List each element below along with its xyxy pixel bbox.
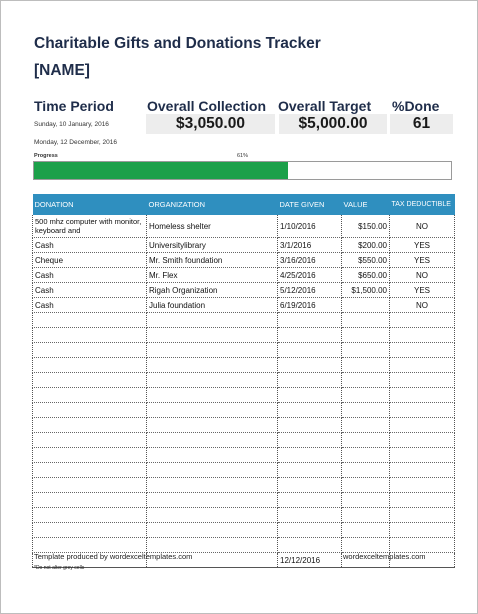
table-cell[interactable]: Cheque (33, 253, 147, 268)
table-cell[interactable] (147, 478, 278, 493)
table-row (33, 268, 455, 283)
table-cell[interactable] (390, 463, 455, 478)
overall-target-value[interactable]: $5,000.00 (279, 114, 387, 134)
table-row (33, 238, 455, 253)
table-cell[interactable] (147, 523, 278, 538)
table-cell[interactable] (342, 418, 390, 433)
progress-percent: 61% (237, 153, 249, 159)
table-cell[interactable] (33, 418, 147, 433)
table-cell[interactable] (342, 373, 390, 388)
table-cell[interactable] (390, 388, 455, 403)
table-cell[interactable] (278, 433, 342, 448)
table-row (33, 358, 455, 373)
table-cell[interactable] (342, 538, 390, 553)
table-cell[interactable] (342, 523, 390, 538)
table-cell[interactable] (278, 388, 342, 403)
table-cell[interactable] (390, 343, 455, 358)
progress-fill (34, 162, 288, 179)
table-cell[interactable] (390, 523, 455, 538)
table-cell[interactable] (33, 478, 147, 493)
end-date[interactable]: Monday, 12 December, 2016 (34, 139, 117, 146)
table-cell[interactable]: YES (390, 238, 455, 253)
table-cell[interactable]: Mr. Flex (147, 268, 278, 283)
table-cell[interactable] (390, 373, 455, 388)
table-cell[interactable] (33, 328, 147, 343)
table-cell[interactable] (342, 298, 390, 313)
table-cell[interactable]: 4/25/2016 (278, 268, 342, 283)
table-cell[interactable] (147, 313, 278, 328)
table-cell[interactable] (342, 343, 390, 358)
table-cell[interactable]: NO (390, 298, 455, 313)
table-cell[interactable]: $650.00 (342, 268, 390, 283)
table-cell[interactable]: Cash (33, 298, 147, 313)
table-row (33, 448, 455, 463)
progress-label: Progress (34, 153, 58, 159)
table-row (33, 388, 455, 403)
table-cell[interactable]: Rigah Organization (147, 283, 278, 298)
table-row (33, 328, 455, 343)
table-cell[interactable]: $200.00 (342, 238, 390, 253)
table-cell[interactable]: $1,500.00 (342, 283, 390, 298)
table-cell[interactable] (278, 448, 342, 463)
table-cell[interactable] (342, 478, 390, 493)
table-cell[interactable]: 12/12/2016 (278, 553, 342, 568)
table-cell[interactable]: NO (390, 215, 455, 238)
table-cell[interactable] (33, 448, 147, 463)
progress-bar (33, 161, 452, 180)
table-cell[interactable]: Universitylibrary (147, 238, 278, 253)
table-row (33, 478, 455, 493)
table-cell[interactable] (342, 313, 390, 328)
table-cell[interactable]: 3/1/2016 (278, 238, 342, 253)
table-cell[interactable] (342, 508, 390, 523)
table-cell[interactable] (33, 313, 147, 328)
table-cell[interactable] (278, 373, 342, 388)
table-cell[interactable] (33, 388, 147, 403)
table-cell[interactable] (390, 358, 455, 373)
table-row (33, 463, 455, 478)
table-cell[interactable] (278, 328, 342, 343)
table-row (33, 433, 455, 448)
table-cell[interactable]: NO (390, 268, 455, 283)
table-row (33, 313, 455, 328)
table-cell[interactable] (390, 538, 455, 553)
table-cell[interactable] (147, 448, 278, 463)
table-cell[interactable] (390, 433, 455, 448)
table-cell[interactable]: Cash (33, 238, 147, 253)
table-cell[interactable]: $550.00 (342, 253, 390, 268)
table-cell[interactable] (33, 433, 147, 448)
table-cell[interactable]: $150.00 (342, 215, 390, 238)
table-cell[interactable] (147, 508, 278, 523)
table-cell[interactable] (147, 373, 278, 388)
table-row (33, 253, 455, 268)
table-cell[interactable] (147, 493, 278, 508)
table-cell[interactable] (33, 493, 147, 508)
table-cell[interactable]: Mr. Smith foundation (147, 253, 278, 268)
table-row (33, 373, 455, 388)
table-cell[interactable] (278, 343, 342, 358)
table-cell[interactable] (278, 418, 342, 433)
table-cell[interactable] (278, 403, 342, 418)
table-cell[interactable] (390, 328, 455, 343)
table-cell[interactable] (342, 463, 390, 478)
footer-credit: Template produced by wordexceltemplates.com (34, 552, 193, 561)
table-row (33, 418, 455, 433)
overall-collection-label: Overall Collection (147, 98, 267, 114)
table-cell[interactable] (278, 538, 342, 553)
table-cell[interactable] (33, 538, 147, 553)
table-cell[interactable] (147, 328, 278, 343)
table-cell[interactable] (342, 433, 390, 448)
table-cell[interactable] (278, 523, 342, 538)
table-row (33, 283, 455, 298)
table-cell[interactable]: YES (390, 283, 455, 298)
table-cell[interactable]: 5/12/2016 (278, 283, 342, 298)
table-cell[interactable] (33, 343, 147, 358)
table-cell[interactable]: Cash (33, 283, 147, 298)
col-header-donation: DONATION (33, 194, 147, 215)
table-cell[interactable] (33, 403, 147, 418)
start-date[interactable]: Sunday, 10 January, 2016 (34, 121, 109, 128)
table-row (33, 538, 455, 553)
table-cell[interactable] (147, 433, 278, 448)
table-cell[interactable] (278, 478, 342, 493)
table-cell[interactable]: Homeless shelter (147, 215, 278, 238)
table-cell[interactable] (278, 493, 342, 508)
col-header-value: VALUE (342, 194, 390, 215)
name-field[interactable]: [NAME] (34, 62, 90, 79)
table-cell[interactable]: 6/19/2016 (278, 298, 342, 313)
overall-target-label: Overall Target (278, 98, 372, 114)
table-row (33, 403, 455, 418)
table-row (33, 493, 455, 508)
document-title: Charitable Gifts and Donations Tracker (34, 35, 321, 52)
table-cell[interactable] (342, 388, 390, 403)
table-row (33, 508, 455, 523)
footer-site: wordexceltemplates.com (343, 552, 426, 561)
table-cell[interactable] (390, 403, 455, 418)
percent-done-label: %Done (392, 98, 440, 114)
table-cell[interactable] (390, 448, 455, 463)
table-cell[interactable] (278, 313, 342, 328)
donations-table (32, 194, 455, 568)
table-cell[interactable] (390, 313, 455, 328)
table-cell[interactable] (390, 508, 455, 523)
table-cell[interactable] (147, 538, 278, 553)
table-cell[interactable] (342, 328, 390, 343)
table-cell[interactable] (147, 418, 278, 433)
table-cell[interactable] (390, 493, 455, 508)
table-cell[interactable] (33, 508, 147, 523)
footer-note: *Do not alter grey cells (34, 565, 85, 571)
table-cell[interactable]: 3/16/2016 (278, 253, 342, 268)
table-row (33, 215, 455, 238)
table-cell[interactable] (33, 373, 147, 388)
table-row (33, 343, 455, 358)
table-cell[interactable] (147, 358, 278, 373)
table-cell[interactable] (342, 358, 390, 373)
col-header-date-given: DATE GIVEN (278, 194, 342, 215)
col-header-tax-deductible: TAX DEDUCTIBLE (390, 194, 455, 215)
table-cell[interactable] (33, 358, 147, 373)
table-cell[interactable]: 500 mhz computer with monitor, keyboard and (33, 215, 147, 238)
table-cell[interactable] (33, 523, 147, 538)
table-cell[interactable]: Julia foundation (147, 298, 278, 313)
table-cell[interactable] (278, 358, 342, 373)
table-cell[interactable] (278, 463, 342, 478)
table-cell[interactable] (342, 493, 390, 508)
table-cell[interactable] (390, 478, 455, 493)
time-period-label: Time Period (34, 98, 114, 114)
table-cell[interactable] (147, 463, 278, 478)
table-row (33, 298, 455, 313)
table-cell[interactable]: 1/10/2016 (278, 215, 342, 238)
table-cell[interactable]: YES (390, 253, 455, 268)
table-cell[interactable] (147, 343, 278, 358)
overall-collection-value: $3,050.00 (146, 114, 275, 134)
table-cell[interactable] (147, 388, 278, 403)
col-header-organization: ORGANIZATION (147, 194, 278, 215)
table-row (33, 523, 455, 538)
table-cell[interactable] (33, 463, 147, 478)
table-cell[interactable] (147, 403, 278, 418)
percent-done-value: 61 (390, 114, 453, 134)
table-cell[interactable] (390, 418, 455, 433)
table-cell[interactable] (342, 448, 390, 463)
table-cell[interactable]: Cash (33, 268, 147, 283)
table-header-row (33, 194, 455, 215)
table-cell[interactable] (278, 508, 342, 523)
table-cell[interactable] (342, 403, 390, 418)
